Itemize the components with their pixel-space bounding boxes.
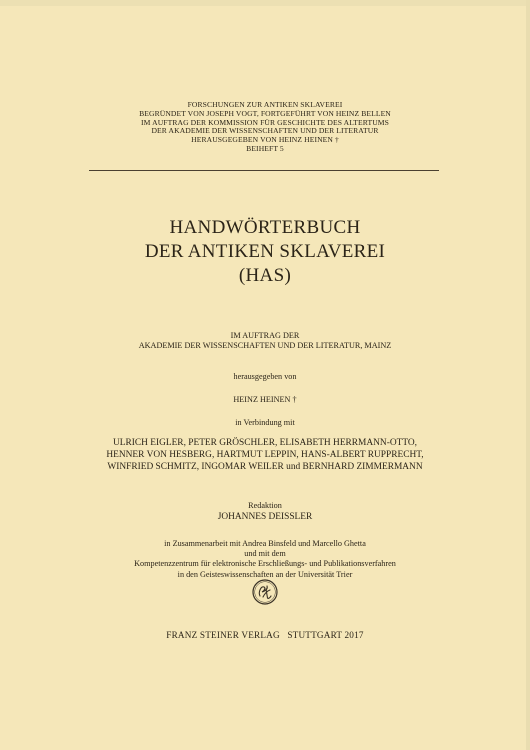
- collaboration-line: Kompetenzzentrum für elektronische Erschließungs- und Publikationsverfahren: [134, 559, 396, 569]
- series-header: [0, 101, 530, 154]
- edited-by-label: herausgegeben von: [233, 372, 297, 381]
- redaktion-block: [0, 501, 530, 523]
- series-line: DER AKADEMIE DER WISSENSCHAFTEN UND DER LITERATUR: [151, 126, 379, 136]
- publisher-imprint: FRANZ STEINER VERLAG STUTTGART 2017: [166, 630, 364, 640]
- in-connection-label: in Verbindung mit: [235, 418, 295, 427]
- redaktion-name: JOHANNES DEISSLER: [217, 512, 313, 523]
- title-line: (HAS): [238, 265, 292, 286]
- collaboration-line: in Zusammenarbeit mit Andrea Binsfeld und Marcello Ghetta: [164, 539, 366, 548]
- collaboration-line: in den Geisteswissenschaften an der Universität Trier: [177, 569, 353, 579]
- series-line: FORSCHUNGEN ZUR ANTIKEN SKLAVEREI: [187, 100, 343, 109]
- collaboration-block: [0, 539, 530, 580]
- coeditors-line: HENNER VON HESBERG, HARTMUT LEPPIN, HANS-ALBERT RUPPRECHT,: [106, 450, 424, 460]
- commission-line: AKADEMIE DER WISSENSCHAFTEN UND DER LITERATUR, MAINZ: [138, 341, 392, 351]
- collaboration-line: und mit dem: [244, 549, 286, 559]
- commission-block: [0, 331, 530, 351]
- editor-name: HEINZ HEINEN †: [233, 395, 297, 404]
- series-line: HERAUSGEGEBEN VON HEINZ HEINEN †: [191, 135, 339, 145]
- series-line: BEIHEFT 5: [246, 143, 284, 153]
- coeditors-line: WINFRIED SCHMITZ, INGOMAR WEILER und BERNHARD ZIMMERMANN: [107, 462, 423, 472]
- series-line: IM AUFTRAG DER KOMMISSION FÜR GESCHICHTE DES ALTERTUMS: [141, 117, 389, 127]
- series-line: BEGRÜNDET VON JOSEPH VOGT, FORTGEFÜHRT VON HEINZ BELLEN: [139, 108, 391, 118]
- redaktion-label: Redaktion: [248, 501, 282, 510]
- book-title: [0, 216, 530, 288]
- commission-line: IM AUFTRAG DER: [230, 331, 300, 340]
- divider-rule: [89, 170, 439, 171]
- title-line: DER ANTIKEN SKLAVEREI: [144, 241, 386, 262]
- coeditors-block: [0, 437, 530, 473]
- page-edge-top: [0, 0, 530, 6]
- steiner-logo-icon: [252, 579, 278, 605]
- coeditors-line: ULRICH EIGLER, PETER GRÖSCHLER, ELISABETH HERRMANN-OTTO,: [113, 438, 417, 448]
- title-line: HANDWÖRTERBUCH: [169, 217, 361, 238]
